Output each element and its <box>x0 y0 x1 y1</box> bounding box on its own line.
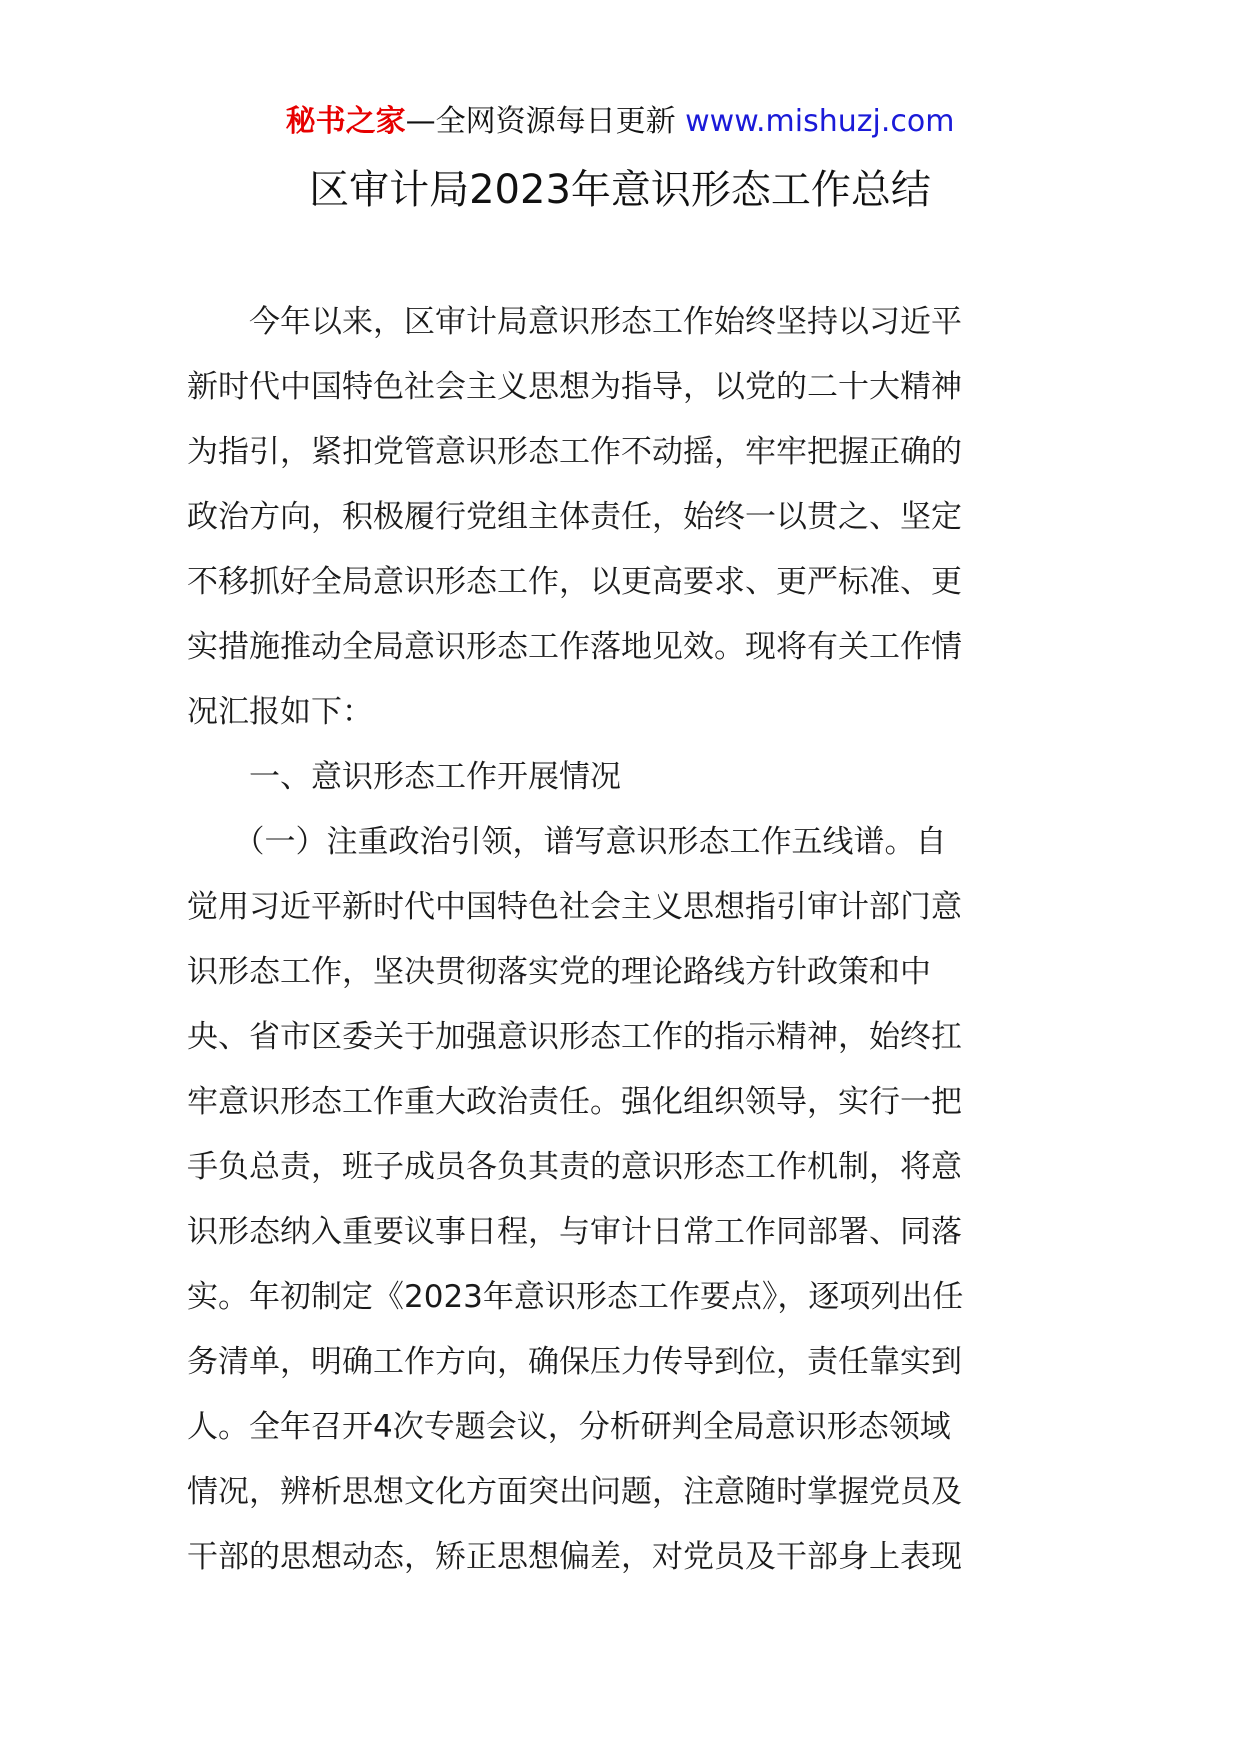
text-line: 今年以来，区审计局意识形态工作始终坚持以习近平 <box>187 304 962 340</box>
brand-name: 秘书之家 <box>285 104 406 139</box>
text-line: 情况，辨析思想文化方面突出问题，注意随时掌握党员及 <box>187 1474 962 1510</box>
text-line: 务清单，明确工作方向，确保压力传导到位，责任靠实到 <box>187 1344 962 1380</box>
text-line: 觉用习近平新时代中国特色社会主义思想指引审计部门意 <box>187 889 962 925</box>
text-line: 识形态纳入重要议事日程，与审计日常工作同部署、同落 <box>187 1214 962 1250</box>
text-line: 实。年初制定《2023年意识形态工作要点》，逐项列出任 <box>187 1279 964 1315</box>
text-line: 新时代中国特色社会主义思想为指导，以党的二十大精神 <box>187 369 962 405</box>
header-tagline: —全网资源每日更新 <box>405 104 676 139</box>
document-title: 区审计局2023年意识形态工作总结 <box>309 167 931 213</box>
text-line: 不移抓好全局意识形态工作，以更高要求、更严标准、更 <box>187 564 962 600</box>
text-line: （一）注重政治引领，谱写意识形态工作五线谱。自 <box>187 824 947 860</box>
text-line: 实措施推动全局意识形态工作落地见效。现将有关工作情 <box>187 629 962 665</box>
text-line: 况汇报如下： <box>187 694 373 730</box>
text-line: 为指引，紧扣党管意识形态工作不动摇，牢牢把握正确的 <box>187 434 962 470</box>
site-url-link[interactable]: www.mishuzj.com <box>685 104 955 139</box>
text-line: 识形态工作，坚决贯彻落实党的理论路线方针政策和中 <box>187 954 931 990</box>
text-line: 牢意识形态工作重大政治责任。强化组织领导，实行一把 <box>187 1084 962 1120</box>
text-line: 政治方向，积极履行党组主体责任，始终一以贯之、坚定 <box>187 499 962 535</box>
text-line: 人。全年召开4次专题会议，分析研判全局意识形态领域 <box>187 1409 951 1445</box>
text-line: 手负总责，班子成员各负其责的意识形态工作机制，将意 <box>187 1149 962 1185</box>
site-header <box>0 100 1240 144</box>
section-heading: 一、意识形态工作开展情况 <box>187 759 621 795</box>
document-body <box>187 290 1055 1590</box>
text-line: 央、省市区委关于加强意识形态工作的指示精神，始终扛 <box>187 1019 962 1055</box>
text-line: 干部的思想动态，矫正思想偏差，对党员及干部身上表现 <box>187 1539 962 1575</box>
